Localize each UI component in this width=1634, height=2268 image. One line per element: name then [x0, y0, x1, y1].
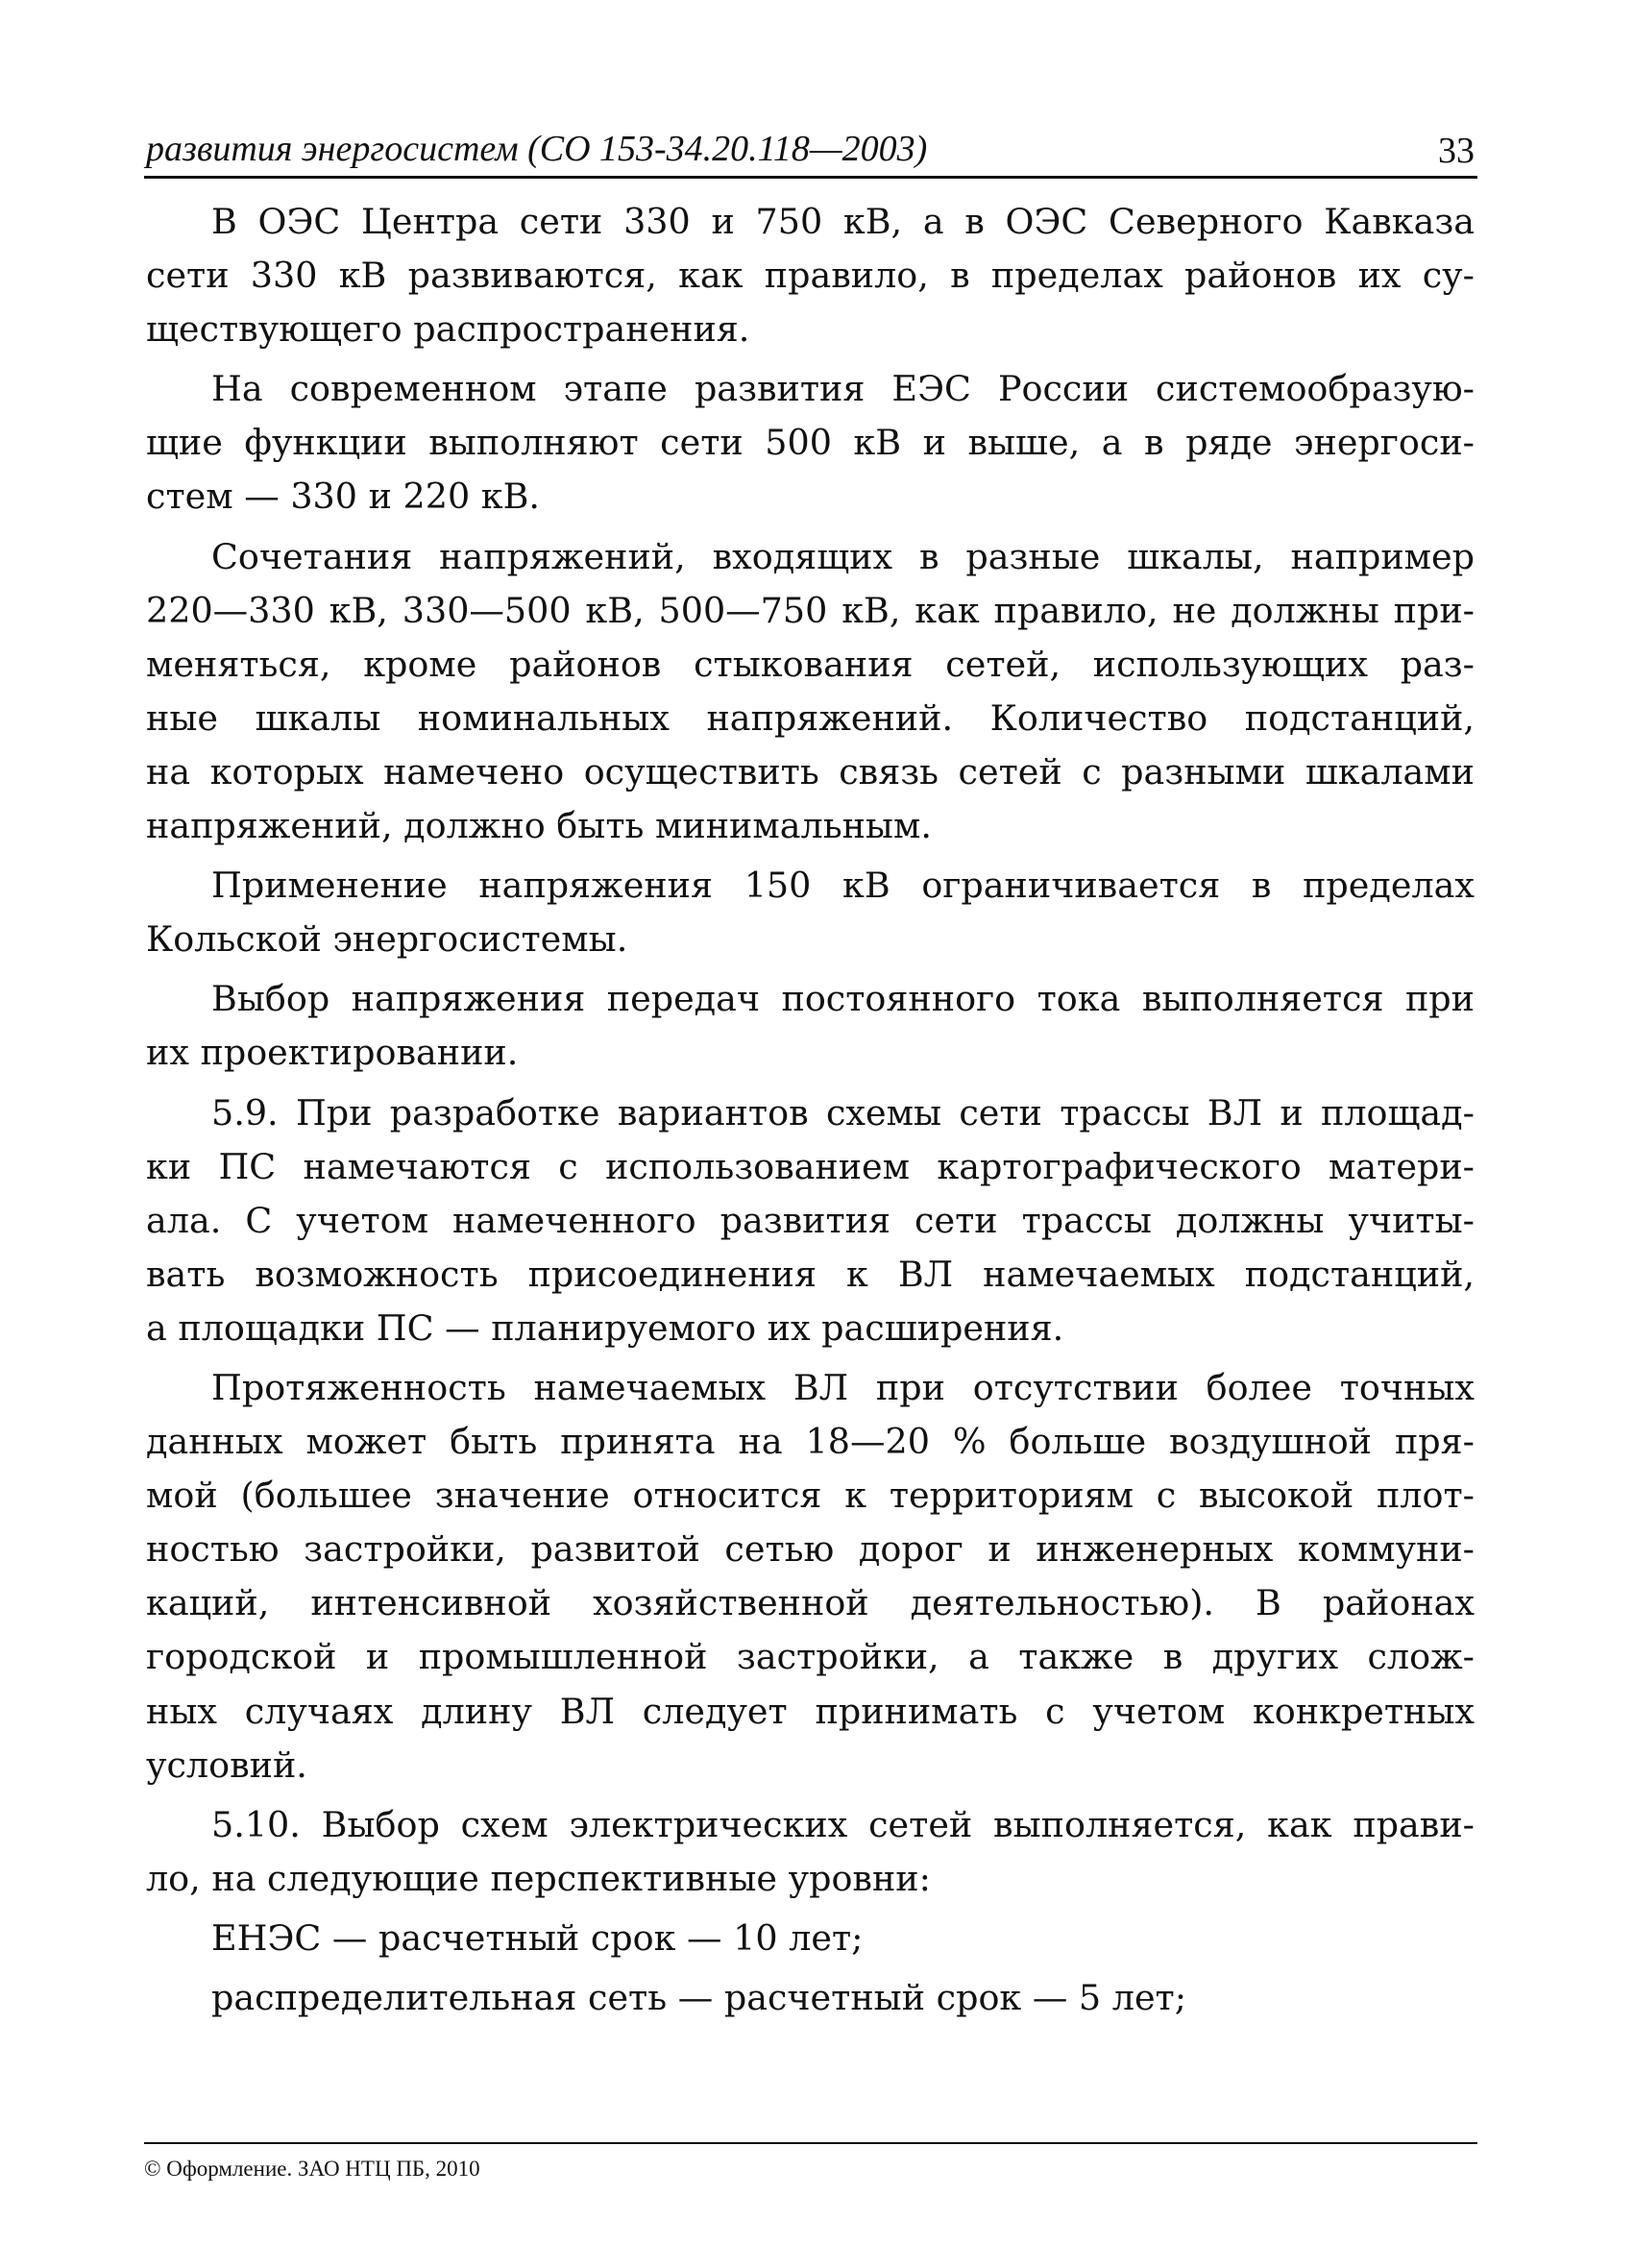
text-line: Выбор напряжения передач постоянного тока выполняется при — [211, 978, 1475, 1020]
text-line: Кольской энергосистемы. — [146, 918, 628, 961]
text-line: ло, на следующие перспективные уровни: — [146, 1857, 931, 1899]
text-line: ных случаях длину ВЛ следует принимать с учетом конкретных — [146, 1690, 1475, 1732]
text-line: 220—330 кВ, 330—500 кВ, 500—750 кВ, как правило, не должны при- — [146, 589, 1475, 631]
text-line: ностью застройки, развитой сетью дорог и инженерных коммуни- — [146, 1528, 1475, 1571]
paragraph — [146, 1912, 1475, 1965]
text-line: распределительная сеть — расчетный срок — 5 лет; — [211, 1977, 1187, 2018]
paragraph — [146, 972, 1475, 1080]
paragraph — [146, 1361, 1475, 1792]
running-header — [144, 125, 1475, 175]
text-line: На современном этапе развития ЕЭС России системообразую- — [211, 368, 1475, 410]
text-line: их проектировании. — [146, 1032, 519, 1074]
text-line: меняться, кроме районов стыкования сетей, использующих раз- — [146, 643, 1475, 685]
text-line: Сочетания напряжений, входящих в разные шкалы, например — [211, 535, 1475, 577]
footer-copyright: © Оформление. ЗАО НТЦ ПБ, 2010 — [144, 2157, 480, 2181]
paragraph — [146, 1798, 1475, 1906]
text-line: мой (большее значение относится к территориям с высокой плот- — [146, 1475, 1475, 1517]
text-line: ные шкалы номинальных напряжений. Количество подстанций, — [146, 696, 1475, 739]
text-line: вать возможность присоединения к ВЛ намечаемых подстанций, — [146, 1253, 1475, 1295]
paragraph — [146, 362, 1475, 524]
text-line: сети 330 кВ развиваются, как правило, в пределах районов их су- — [146, 255, 1475, 297]
text-line: В ОЭС Центра сети 330 и 750 кВ, а в ОЭС Северного Кавказа — [211, 201, 1475, 242]
text-line: щие функции выполняют сети 500 кВ и выше, а в ряде энергоси- — [146, 422, 1475, 464]
text-line: стем — 330 и 220 кВ. — [146, 476, 541, 518]
text-line: ЕНЭС — расчетный срок — 10 лет; — [211, 1916, 864, 1959]
text-line: 5.10. Выбор схем электрических сетей выполняется, как прави- — [211, 1803, 1475, 1845]
paragraph — [146, 1086, 1475, 1355]
text-line: ществующего распространения. — [146, 308, 750, 351]
text-line: на которых намечено осуществить связь сетей с разными шкалами — [146, 750, 1475, 793]
text-line: городской и промышленной застройки, а также в других слож- — [146, 1636, 1475, 1678]
text-line: данных может быть принята на 18—20 % больше воздушной пря- — [146, 1421, 1475, 1463]
text-line: Применение напряжения 150 кВ ограничивается в пределах — [211, 865, 1475, 907]
footer-divider — [144, 2142, 1477, 2144]
text-line: напряжений, должно быть минимальным. — [146, 805, 932, 847]
body-text — [146, 195, 1475, 2031]
header-divider — [144, 176, 1477, 179]
paragraph — [146, 1971, 1475, 2025]
text-line: ала. С учетом намеченного развития сети трассы должны учиты- — [146, 1199, 1475, 1241]
text-line: ки ПС намечаются с использованием картографического матери- — [146, 1145, 1475, 1187]
running-header-title: развития энергосистем (СО 153-34.20.118—2003) — [146, 129, 928, 169]
paragraph — [146, 859, 1475, 966]
paragraph — [146, 195, 1475, 356]
text-line: каций, интенсивной хозяйственной деятельностью). В районах — [146, 1582, 1475, 1624]
text-line: а площадки ПС — планируемого их расширения. — [146, 1306, 1064, 1349]
text-line: условий. — [146, 1744, 307, 1786]
text-line: Протяженность намечаемых ВЛ при отсутствии более точных — [211, 1366, 1475, 1408]
paragraph — [146, 530, 1475, 854]
text-line: 5.9. При разработке вариантов схемы сети трассы ВЛ и площад- — [211, 1091, 1475, 1134]
page-number: 33 — [1438, 131, 1475, 171]
